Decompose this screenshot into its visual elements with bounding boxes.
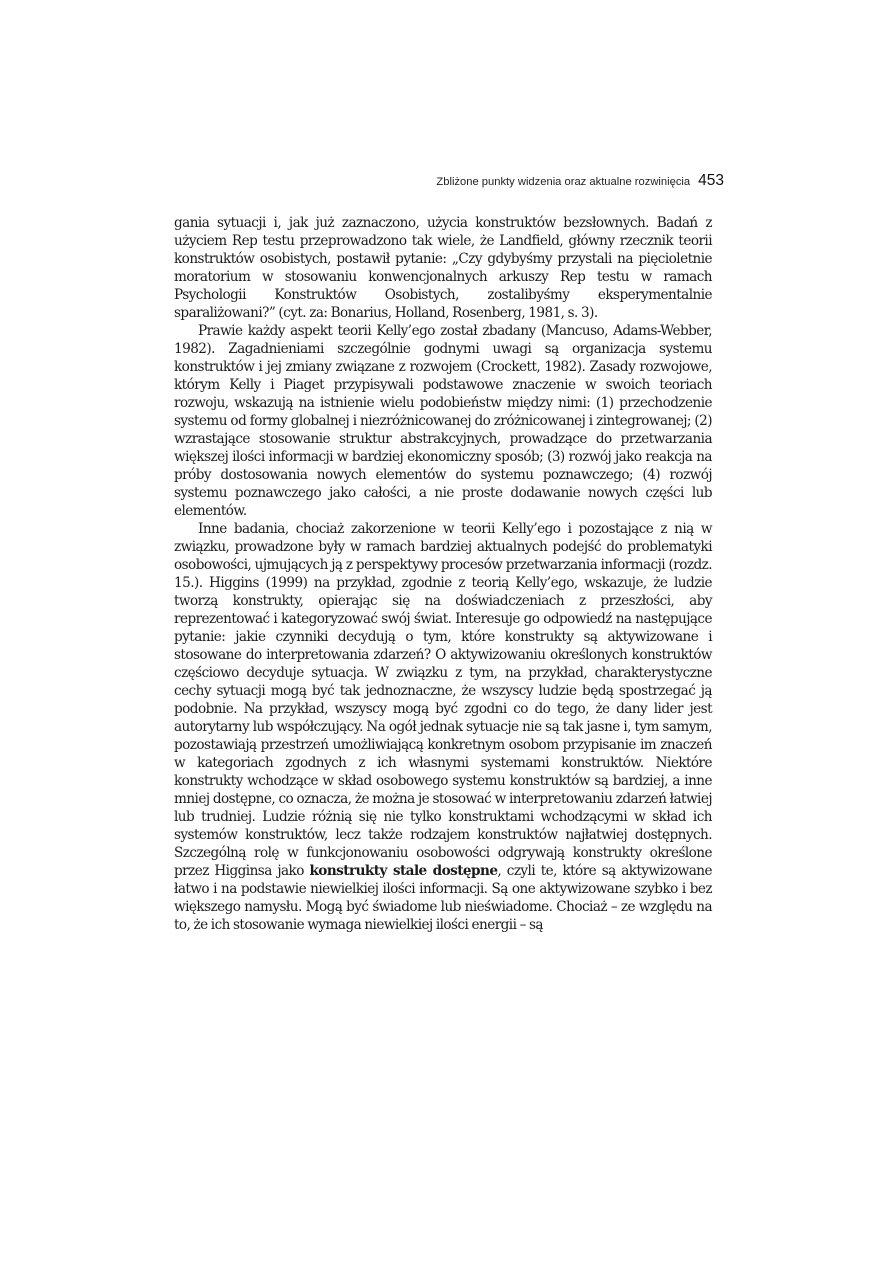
paragraph-continued: gania sytuacji i, jak już zaznaczono, użycia konstruktów bezsłownych. Badań z użyciem Rep testu przeprowadzono tak wiele, że Landfield, główny rzecznik teorii konstruktów osobistych, postawił pytanie: „Czy gdybyśmy przystali na pięcioletnie moratorium w stosowaniu konwencjonalnych arkuszy Rep testu w ramach Psychologii Konstruktów Osobistych, zostalibyśmy eksperymentalnie sparaliżowani?” (cyt. za: Bonarius, Holland, Rosenberg, 1981, s. 3).: [174, 215, 712, 321]
paragraph-text-after: , czyli te, które są aktywizowane łatwo i na podstawie niewielkiej ilości informacji. Są one aktywizowane szybko i bez większego namysłu. Mogą być świadome lub nieświadome. Chociaż – ze względu na to, że ich stosowanie wymaga niewielkiej ilości energii – są: [174, 863, 712, 933]
paragraph-text-before: Inne badania, chociaż zakorzenione w teorii Kelly’ego i pozostające z nią w związku, prowadzone były w ramach bardziej aktualnych podejść do problematyki osobowości, ujmujących ją z perspektywy procesów przetwarzania informacji (rozdz. 15.). Higgins (1999) na przykład, zgodnie z teorią Kelly’ego, wskazuje, że ludzie tworzą konstrukty, opierając się na doświadczeniach z przeszłości, aby reprezentować i kategoryzować swój świat. Interesuje go odpowiedź na następujące pytanie: jakie czynniki decydują o tym, które konstrukty są aktywizowane i stosowane do interpretowania zdarzeń? O aktywizowaniu określonych konstruktów częściowo decyduje sytuacja. W związku z tym, na przykład, charakterystyczne cechy sytuacji mogą być tak jednoznaczne, że wszyscy ludzie będą spostrzegać ją podobnie. Na przykład, wszyscy mogą być zgodni co do tego, że dany lider jest autorytarny lub współczujący. Na ogół jednak sytuacje nie są tak jasne i, tym samym, pozostawiają przestrzeń umożliwiającą konkretnym osobom przypisanie im znaczeń w kategoriach zgodnych z ich własnymi systemami konstruktów. Niektóre konstrukty wchodzące w skład osobowego systemu konstruktów są bardziej, a inne mniej dostępne, co oznacza, że można je stosować w interpretowaniu zdarzeń łatwiej lub trudniej. Ludzie różnią się nie tylko konstruktami wchodzącymi w skład ich systemów konstruktów, lecz także rodzajem konstruktów najłatwiej dostępnych. Szczególną rolę w funkcjonowaniu osobowości odgrywają konstrukty określone przez Higginsa jako: [174, 521, 712, 879]
bold-term: konstrukty stale dostępne: [309, 863, 498, 879]
paragraph-kelly-research: Prawie każdy aspekt teorii Kelly’ego został zbadany (Mancuso, Adams-Webber, 1982). Zagadnieniami szczególnie godnymi uwagi są organizacja systemu konstruktów i jej zmiany związane z rozwojem (Crockett, 1982). Zasady rozwojowe, którym Kelly i Piaget przypisywali podstawowe znaczenie w swoich teoriach rozwoju, wskazują na istnienie wielu podobieństw między nimi: (1) przechodzenie systemu od formy globalnej i niezróżnicowanej do zróżnicowanej i zintegrowanej; (2) wzrastające stosowanie struktur abstrakcyjnych, prowadzące do przetwarzania większej ilości informacji w bardziej ekonomiczny sposób; (3) rozwój jako reakcja na próby dostosowania nowych elementów do systemu poznawczego; (4) rozwój systemu poznawczego jako całości, a nie proste dodawanie nowych części lub elementów.: [174, 323, 712, 519]
body-text: [174, 214, 712, 934]
page-number: 453: [698, 172, 724, 189]
running-header: [174, 172, 724, 190]
running-title: Zbliżone punkty widzenia oraz aktualne rozwinięcia: [436, 176, 691, 188]
paragraph-higgins: [174, 520, 712, 934]
